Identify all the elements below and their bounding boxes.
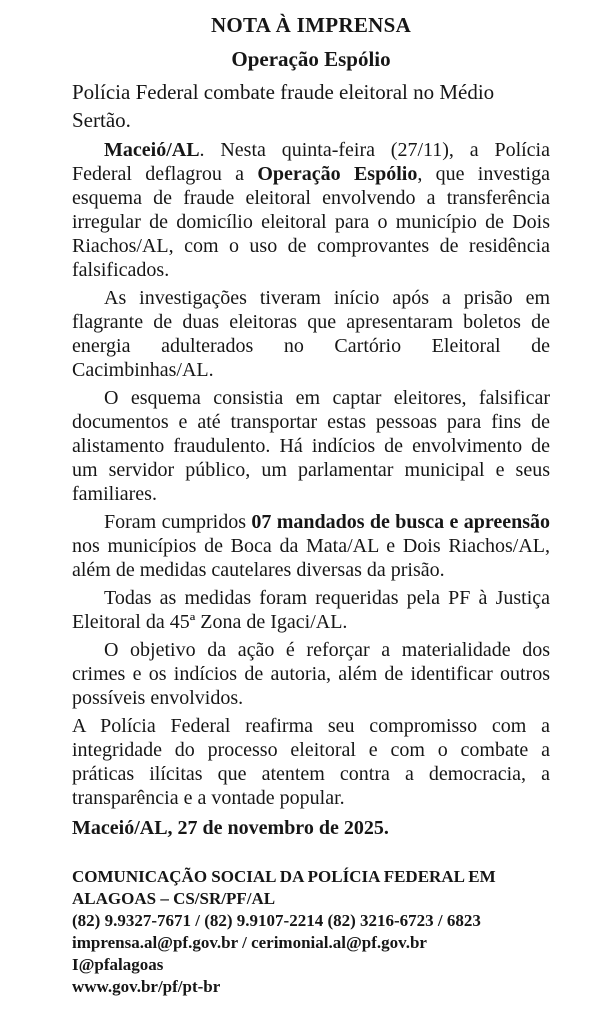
body-paragraph — [72, 286, 550, 382]
operation-name-subtitle: Operação Espólio — [231, 47, 391, 71]
text-run: Foram cumpridos — [104, 511, 252, 533]
body-paragraph — [72, 386, 550, 506]
footer-line: ALAGOAS – CS/SR/PF/AL — [72, 889, 276, 908]
footer-line: www.gov.br/pf/pt-br — [72, 977, 221, 996]
text-run: , que investiga esquema de fraude eleitoral envolvendo a transferência irregular de domicílio eleitoral para o município de Dois Riachos/AL, com o uso de comprovantes de residência falsificados. — [72, 163, 550, 281]
bold-text-run: Maceió/AL — [104, 139, 200, 161]
footer-line: COMUNICAÇÃO SOCIAL DA POLÍCIA FEDERAL EM — [72, 867, 496, 886]
date-line: Maceió/AL, 27 de novembro de 2025. — [72, 817, 389, 839]
footer-line: (82) 9.9327-7671 / (82) 9.9107-2214 (82) 3216-6723 / 6823 — [72, 911, 481, 930]
body-paragraph — [72, 586, 550, 634]
body-paragraph — [72, 510, 550, 582]
document-title: NOTA À IMPRENSA — [210, 13, 412, 37]
footer-line: I@pfalagoas — [72, 955, 164, 974]
text-run: . Nesta quinta-feira (27/11), a Polícia Federal deflagrou a — [72, 139, 550, 185]
body-paragraph — [72, 638, 550, 710]
bold-text-run: 07 mandados de busca e apreensão — [251, 511, 550, 533]
body-paragraph — [72, 714, 550, 810]
text-run: O objetivo da ação é reforçar a materialidade dos crimes e os indícios de autoria, além de identificar outros possíveis envolvidos. — [72, 639, 550, 709]
body-paragraphs — [72, 138, 550, 810]
text-run: nos municípios de Boca da Mata/AL e Dois Riachos/AL, além de medidas cautelares diversas da prisão. — [72, 535, 550, 581]
bold-text-run: Operação Espólio — [257, 163, 418, 185]
footer-contact-block — [72, 866, 550, 998]
text-run: As investigações tiveram início após a prisão em flagrante de duas eleitoras que apresentaram boletos de energia adulterados no Cartório Eleitoral de Cacimbinhas/AL. — [72, 287, 550, 381]
body-paragraph — [72, 138, 550, 282]
text-run: A Polícia Federal reafirma seu compromisso com a integridade do processo eleitoral e com o combate a práticas ilícitas que atentem contra a democracia, a transparência e a vontade popular. — [72, 715, 550, 809]
text-run: Todas as medidas foram requeridas pela PF à Justiça Eleitoral da 45ª Zona de Igaci/AL. — [72, 587, 550, 633]
text-run: O esquema consistia em captar eleitores, falsificar documentos e até transportar estas pessoas para fins de alistamento fraudulento. Há indícios de envolvimento de um servidor público, um parlamentar municipal e seus familiares. — [72, 387, 550, 505]
footer-line: imprensa.al@pf.gov.br / cerimonial.al@pf.gov.br — [72, 933, 427, 952]
headline: Polícia Federal combate fraude eleitoral no Médio Sertão. — [72, 80, 495, 132]
